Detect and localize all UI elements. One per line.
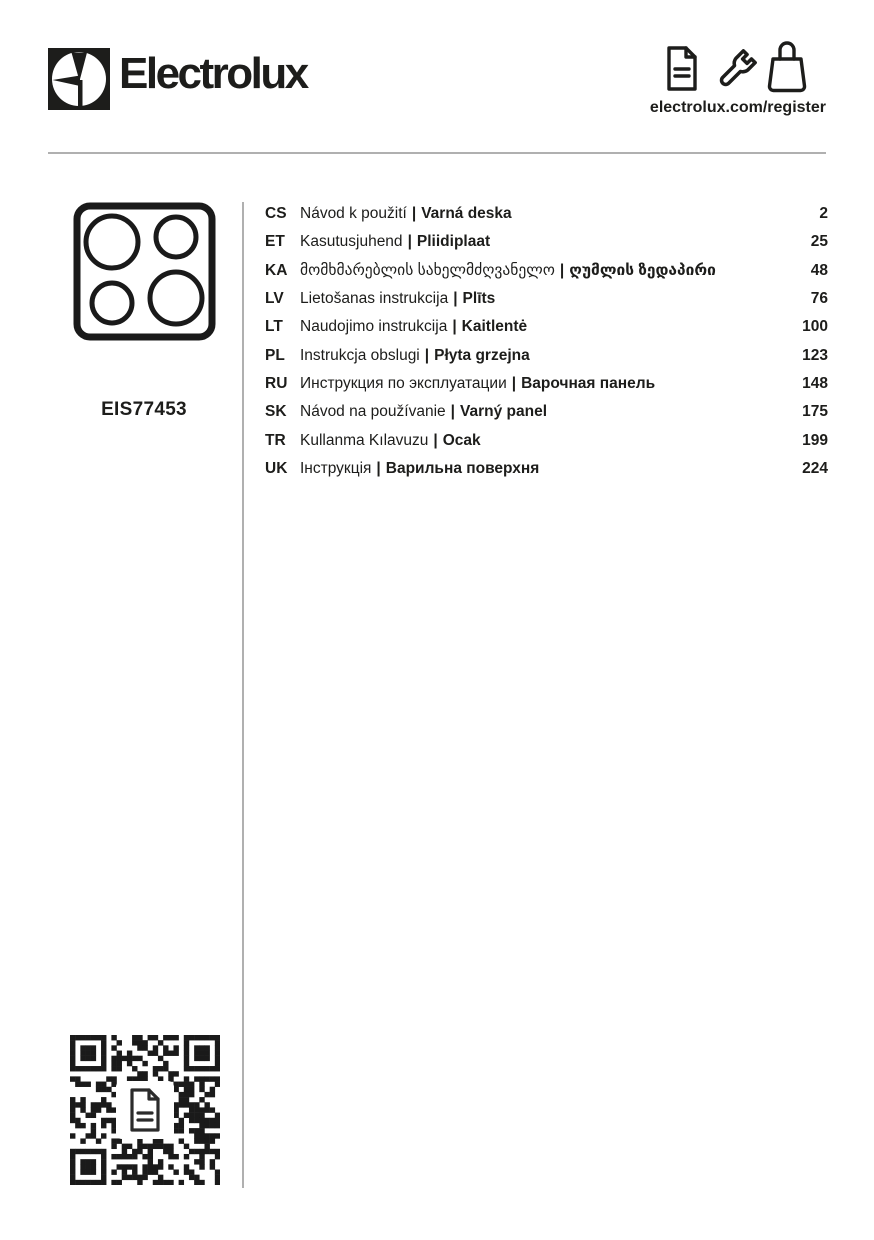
toc-row xyxy=(265,200,828,228)
appliance-name: Płyta grzejna xyxy=(434,346,530,364)
language-code: KA xyxy=(265,261,288,279)
manual-title: Інструкція xyxy=(300,459,372,477)
manual-title: Kasutusjuhend xyxy=(300,233,403,251)
manual-title: Návod k použití xyxy=(300,205,407,223)
manual-title: მომხმარებლის სახელმძღვანელო xyxy=(300,262,555,280)
toc-row xyxy=(265,398,828,426)
toc-row xyxy=(265,455,828,483)
appliance-name: Pliidiplaat xyxy=(416,233,491,251)
manual-title: Kullanma Kılavuzu xyxy=(300,431,429,449)
brand-wordmark: Electrolux xyxy=(119,49,307,98)
manual-title: Návod na používanie xyxy=(300,403,446,421)
separator: | xyxy=(450,403,455,421)
page-number: 48 xyxy=(810,261,828,279)
qr-code xyxy=(70,1035,220,1185)
page-number: 199 xyxy=(802,431,828,449)
page-number: 100 xyxy=(802,318,828,336)
qr-center-badge xyxy=(116,1081,174,1139)
document-icon xyxy=(664,45,700,98)
separator: | xyxy=(407,233,412,251)
language-code: PL xyxy=(265,346,285,364)
register-url: electrolux.com/register xyxy=(649,99,826,116)
separator: | xyxy=(424,346,430,364)
separator: | xyxy=(559,261,565,279)
horizontal-divider xyxy=(48,152,826,154)
toc-row xyxy=(265,313,828,341)
manual-title: Naudojimo instrukcija xyxy=(300,318,448,336)
table-of-contents xyxy=(265,200,828,483)
language-code: LV xyxy=(265,290,284,308)
electrolux-logo-icon xyxy=(48,48,110,110)
appliance-name: Ocak xyxy=(442,431,481,449)
manual-title: Instrukcja obslugi xyxy=(300,346,420,364)
language-code: ET xyxy=(265,233,285,251)
appliance-name: Kaitlentė xyxy=(461,318,528,336)
page-number: 224 xyxy=(802,459,828,477)
appliance-name: Varný panel xyxy=(459,403,547,421)
language-code: CS xyxy=(265,205,287,223)
document-icon xyxy=(126,1087,164,1133)
language-code: LT xyxy=(265,318,283,336)
manual-title: Lietošanas instrukcija xyxy=(300,290,449,308)
vertical-divider xyxy=(242,202,244,1188)
toc-row xyxy=(265,228,828,256)
appliance-name: Varná deska xyxy=(421,205,512,223)
toc-row xyxy=(265,285,828,313)
wrench-icon xyxy=(711,45,761,100)
appliance-name: Plīts xyxy=(462,290,496,308)
model-number: EIS77453 xyxy=(101,399,187,420)
separator: | xyxy=(376,459,381,477)
language-code: TR xyxy=(265,431,286,449)
page-number: 76 xyxy=(810,290,828,308)
separator: | xyxy=(453,290,458,308)
toc-row xyxy=(265,426,828,454)
manual-title: Инструкция по эксплуатации xyxy=(300,374,507,392)
hob-illustration-icon xyxy=(72,201,217,348)
shopping-bag-icon xyxy=(763,40,811,101)
toc-row xyxy=(265,341,828,369)
appliance-name: Варочная панель xyxy=(521,374,656,392)
toc-row xyxy=(265,370,828,398)
page-number: 175 xyxy=(802,403,828,421)
separator: | xyxy=(411,205,417,223)
page-number: 123 xyxy=(802,346,828,364)
separator: | xyxy=(511,374,517,392)
separator: | xyxy=(452,318,457,336)
separator: | xyxy=(433,431,438,449)
page-number: 25 xyxy=(810,233,828,251)
appliance-name: Варильна поверхня xyxy=(385,459,540,477)
toc-row xyxy=(265,257,828,285)
page-number: 2 xyxy=(819,205,828,223)
language-code: UK xyxy=(265,459,288,477)
appliance-name: ღუმლის ზედაპირი xyxy=(569,262,716,280)
language-code: SK xyxy=(265,403,287,421)
page-number: 148 xyxy=(802,374,828,392)
language-code: RU xyxy=(265,374,288,392)
